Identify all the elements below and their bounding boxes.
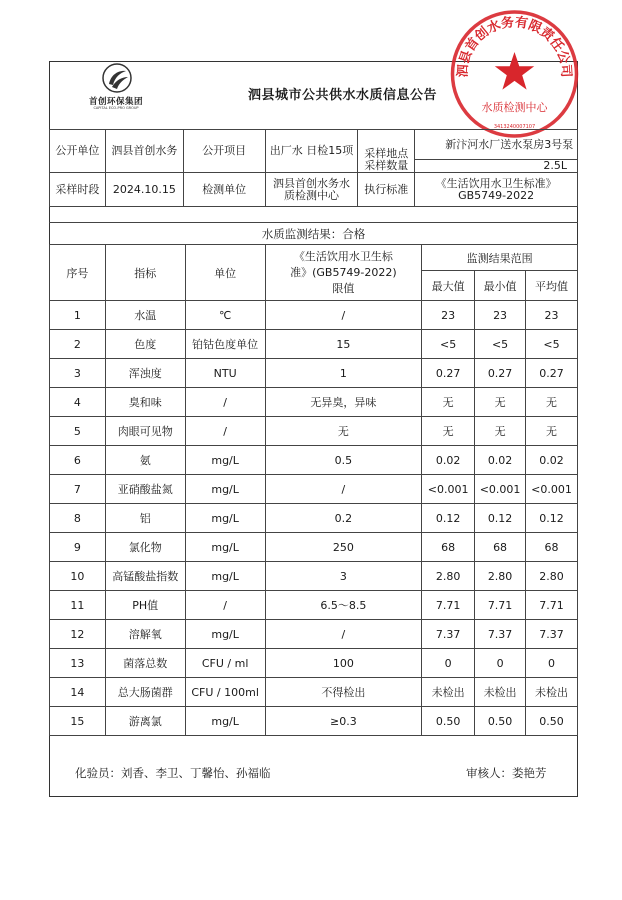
- cell-index: 1: [50, 301, 106, 330]
- col-header-unit: 单位: [185, 245, 265, 301]
- cell-avg: <5: [526, 330, 578, 359]
- cell-indicator: 游离氯: [105, 707, 185, 736]
- page-title: 泗县城市公共供水水质信息公告: [248, 88, 438, 103]
- table-row: [50, 591, 578, 620]
- col-header-index: 序号: [50, 245, 106, 301]
- info-value-publisher: 泗县首创水务: [105, 130, 183, 173]
- cell-index: 2: [50, 330, 106, 359]
- cell-min: 无: [475, 388, 526, 417]
- table-row: [50, 301, 578, 330]
- inspectors-names: 刘香、李卫、丁馨怡、孙福临: [121, 766, 271, 780]
- cell-unit: 铂钴色度单位: [185, 330, 265, 359]
- cell-max: 未检出: [422, 678, 475, 707]
- cell-min: 无: [475, 417, 526, 446]
- table-row: [50, 417, 578, 446]
- cell-min: 0.27: [475, 359, 526, 388]
- cell-avg: 23: [526, 301, 578, 330]
- col-header-avg: 平均值: [526, 271, 578, 301]
- table-row: [50, 446, 578, 475]
- cell-limit: 0.2: [265, 504, 422, 533]
- cell-max: 0.02: [422, 446, 475, 475]
- info-label-lab: 检测单位: [183, 173, 265, 207]
- table-row: [50, 707, 578, 736]
- cell-avg: 无: [526, 417, 578, 446]
- info-value-standard: 《生活饮用水卫生标准》GB5749-2022: [415, 173, 578, 207]
- cell-avg: 0.02: [526, 446, 578, 475]
- info-value-period: 2024.10.15: [105, 173, 183, 207]
- cell-indicator: 铝: [105, 504, 185, 533]
- logo-subtitle: CAPITAL ECO-PRO GROUP: [93, 106, 139, 110]
- cell-index: 13: [50, 649, 106, 678]
- table-row: [50, 678, 578, 707]
- cell-min: 未检出: [475, 678, 526, 707]
- cell-min: 23: [475, 301, 526, 330]
- cell-avg: 68: [526, 533, 578, 562]
- cell-index: 4: [50, 388, 106, 417]
- cell-limit: 不得检出: [265, 678, 422, 707]
- cell-unit: NTU: [185, 359, 265, 388]
- cell-index: 14: [50, 678, 106, 707]
- cell-unit: CFU / ml: [185, 649, 265, 678]
- cell-indicator: 亚硝酸盐氮: [105, 475, 185, 504]
- cell-min: 7.71: [475, 591, 526, 620]
- cell-max: 7.37: [422, 620, 475, 649]
- col-header-limit: 《生活饮用水卫生标准》(GB5749-2022) 限值: [265, 245, 422, 301]
- cell-limit: 6.5～8.5: [265, 591, 422, 620]
- cell-index: 8: [50, 504, 106, 533]
- cell-min: 68: [475, 533, 526, 562]
- cell-avg: <0.001: [526, 475, 578, 504]
- cell-min: 0: [475, 649, 526, 678]
- cell-indicator: 菌落总数: [105, 649, 185, 678]
- cell-index: 6: [50, 446, 106, 475]
- cell-unit: mg/L: [185, 707, 265, 736]
- cell-avg: 0.27: [526, 359, 578, 388]
- cell-max: 0.50: [422, 707, 475, 736]
- cell-max: 7.71: [422, 591, 475, 620]
- cell-index: 15: [50, 707, 106, 736]
- cell-unit: /: [185, 591, 265, 620]
- cell-index: 7: [50, 475, 106, 504]
- cell-limit: /: [265, 301, 422, 330]
- info-value-lab: 泗县首创水务水质检测中心: [265, 173, 358, 207]
- official-seal: [447, 8, 582, 141]
- cell-avg: 0.50: [526, 707, 578, 736]
- cell-unit: mg/L: [185, 504, 265, 533]
- cell-indicator: 水温: [105, 301, 185, 330]
- cell-limit: 0.5: [265, 446, 422, 475]
- col-header-indicator: 指标: [105, 245, 185, 301]
- table-row: [50, 504, 578, 533]
- info-label-project: 公开项目: [183, 130, 265, 173]
- cell-unit: mg/L: [185, 533, 265, 562]
- reviewer-line: [466, 765, 547, 781]
- cell-index: 11: [50, 591, 106, 620]
- cell-unit: /: [185, 417, 265, 446]
- cell-min: 0.12: [475, 504, 526, 533]
- cell-limit: 15: [265, 330, 422, 359]
- cell-max: 0: [422, 649, 475, 678]
- cell-limit: 无: [265, 417, 422, 446]
- table-row: [50, 388, 578, 417]
- table-row: [50, 330, 578, 359]
- cell-min: 7.37: [475, 620, 526, 649]
- logo-mark-icon: [102, 62, 132, 94]
- info-label-publisher: 公开单位: [50, 130, 106, 173]
- reviewer-name: 娄艳芳: [512, 766, 547, 780]
- cell-index: 12: [50, 620, 106, 649]
- cell-indicator: 高锰酸盐指数: [105, 562, 185, 591]
- cell-avg: 0.12: [526, 504, 578, 533]
- cell-min: 0.50: [475, 707, 526, 736]
- cell-max: <0.001: [422, 475, 475, 504]
- col-header-max: 最大值: [422, 271, 475, 301]
- results-table: [49, 244, 578, 736]
- cell-index: 9: [50, 533, 106, 562]
- table-row: [50, 359, 578, 388]
- info-table: [49, 129, 578, 207]
- company-logo: [68, 62, 168, 114]
- reviewer-label: 审核人：: [466, 766, 512, 780]
- cell-indicator: PH值: [105, 591, 185, 620]
- cell-limit: 无异臭，异味: [265, 388, 422, 417]
- cell-index: 10: [50, 562, 106, 591]
- logo-name: 首创环保集团: [88, 97, 143, 107]
- cell-indicator: 氨: [105, 446, 185, 475]
- cell-indicator: 浑浊度: [105, 359, 185, 388]
- seal-arc-text: 泗县首创水务有限责任公司: [455, 15, 574, 78]
- cell-max: 23: [422, 301, 475, 330]
- cell-unit: mg/L: [185, 475, 265, 504]
- cell-unit: mg/L: [185, 446, 265, 475]
- cell-avg: 7.37: [526, 620, 578, 649]
- cell-min: <0.001: [475, 475, 526, 504]
- info-value-quantity: 2.5L: [415, 160, 578, 173]
- cell-avg: 无: [526, 388, 578, 417]
- table-row: [50, 620, 578, 649]
- table-row: [50, 649, 578, 678]
- cell-limit: /: [265, 475, 422, 504]
- cell-indicator: 色度: [105, 330, 185, 359]
- cell-max: 0.27: [422, 359, 475, 388]
- info-value-project: 出厂水 日检15项: [265, 130, 358, 173]
- cell-unit: ℃: [185, 301, 265, 330]
- cell-indicator: 臭和味: [105, 388, 185, 417]
- cell-indicator: 氯化物: [105, 533, 185, 562]
- cell-index: 5: [50, 417, 106, 446]
- cell-indicator: 总大肠菌群: [105, 678, 185, 707]
- seal-star-icon: [495, 52, 534, 90]
- table-row: [50, 475, 578, 504]
- cell-avg: 7.71: [526, 591, 578, 620]
- cell-max: 2.80: [422, 562, 475, 591]
- cell-unit: /: [185, 388, 265, 417]
- info-label-location: 采样地点: [358, 130, 415, 160]
- cell-limit: 100: [265, 649, 422, 678]
- cell-limit: ≥0.3: [265, 707, 422, 736]
- inspectors-line: [75, 765, 271, 781]
- cell-max: <5: [422, 330, 475, 359]
- cell-limit: 3: [265, 562, 422, 591]
- cell-max: 68: [422, 533, 475, 562]
- seal-bottom-text: 水质检测中心: [481, 101, 548, 114]
- cell-min: 2.80: [475, 562, 526, 591]
- cell-max: 0.12: [422, 504, 475, 533]
- cell-limit: 1: [265, 359, 422, 388]
- cell-avg: 未检出: [526, 678, 578, 707]
- cell-indicator: 溶解氧: [105, 620, 185, 649]
- cell-unit: CFU / 100ml: [185, 678, 265, 707]
- table-row: [50, 562, 578, 591]
- col-header-min: 最小值: [475, 271, 526, 301]
- cell-max: 无: [422, 417, 475, 446]
- info-label-period: 采样时段: [50, 173, 106, 207]
- cell-index: 3: [50, 359, 106, 388]
- cell-avg: 2.80: [526, 562, 578, 591]
- cell-limit: /: [265, 620, 422, 649]
- inspectors-label: 化验员：: [75, 766, 121, 780]
- cell-avg: 0: [526, 649, 578, 678]
- cell-indicator: 肉眼可见物: [105, 417, 185, 446]
- info-label-quantity: 采样数量: [358, 160, 415, 173]
- result-title: 水质监测结果：合格: [49, 222, 578, 245]
- cell-min: 0.02: [475, 446, 526, 475]
- col-header-range: 监测结果范围: [422, 245, 578, 271]
- cell-unit: mg/L: [185, 562, 265, 591]
- info-value-location: 新汴河水厂送水泵房3号泵: [415, 130, 578, 160]
- cell-limit: 250: [265, 533, 422, 562]
- cell-min: <5: [475, 330, 526, 359]
- cell-max: 无: [422, 388, 475, 417]
- seal-serial: 3413240007107: [493, 124, 536, 130]
- cell-unit: mg/L: [185, 620, 265, 649]
- info-label-standard: 执行标准: [358, 173, 415, 207]
- table-row: [50, 533, 578, 562]
